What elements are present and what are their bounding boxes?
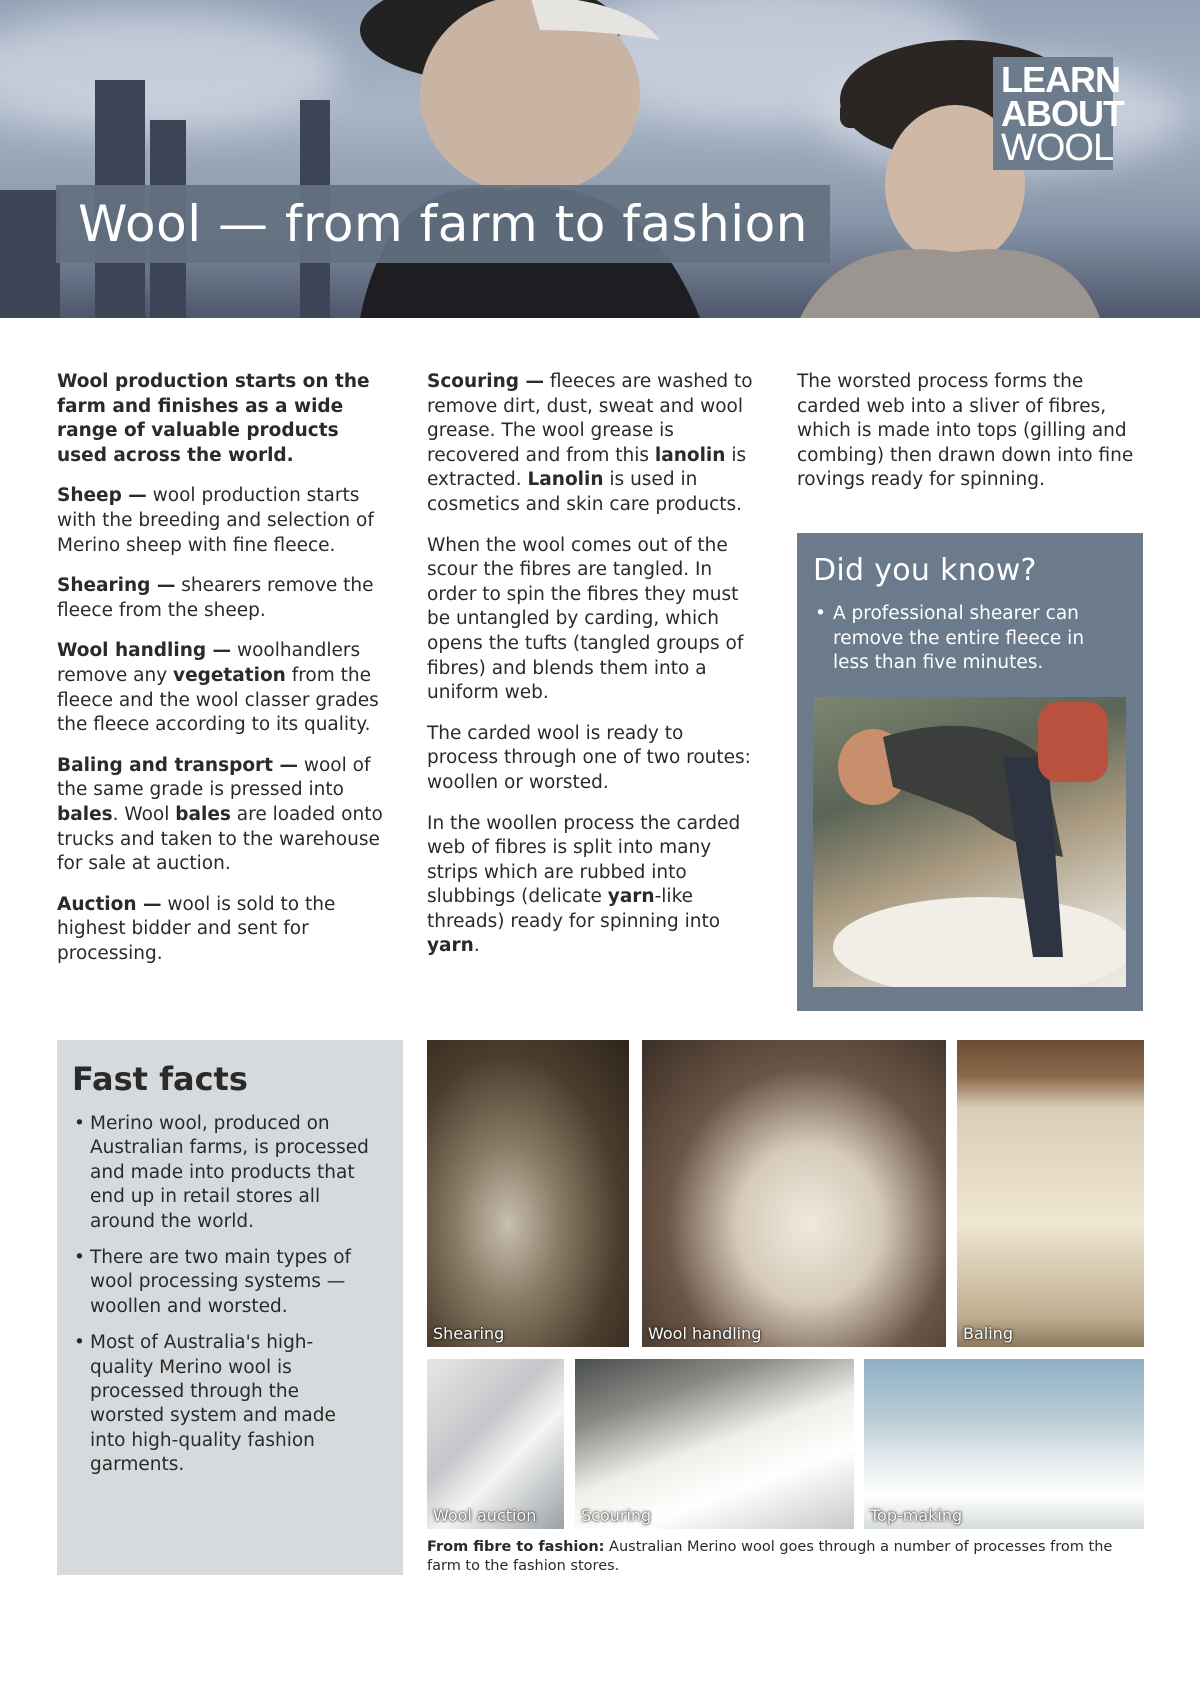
hero-banner	[0, 0, 1200, 318]
did-you-know-list	[815, 602, 1123, 676]
photo-wool-handling	[642, 1040, 946, 1347]
learn-about-wool-logo	[993, 57, 1124, 170]
did-you-know-box	[797, 533, 1143, 1011]
photo-scouring	[575, 1359, 854, 1529]
stage-shearing: Shearing — shearers remove the fleece from the sheep.	[57, 575, 374, 621]
fast-fact-item: • There are two main types of wool processing systems — woollen and worsted.	[72, 1246, 373, 1319]
photo-caption-shearing: Shearing	[433, 1324, 505, 1343]
stage-auction: Auction — wool is sold to the highest bidder and sent for processing.	[57, 893, 336, 964]
photo-caption-baling: Baling	[963, 1324, 1013, 1343]
carding-paragraph: When the wool comes out of the scour the fibres are tangled. In order to spin the fibres they must be untangled by carding, which opens the tufts (tangled groups of fibres) and blends them into a uniform web.	[427, 534, 744, 704]
stage-scouring: Scouring — fleeces are washed to remove dirt, dust, sweat and wool grease. The wool grease is recovered and from this lanolin is extracted. Lanolin is used in cosmetics and skin care products.	[427, 371, 753, 515]
fast-facts-box	[57, 1040, 403, 1575]
routes-paragraph: The carded wool is ready to process through one of two routes: woollen or worsted.	[427, 722, 751, 793]
fast-facts-list	[72, 1112, 373, 1478]
stage-baling: Baling and transport — wool of the same grade is pressed into bales. Wool bales are loaded onto trucks and taken to the warehouse for sale at auction.	[57, 754, 383, 875]
shearer-illustration	[813, 697, 1126, 987]
worsted-paragraph: The worsted process forms the carded web into a sliver of fibres, which is made into tops (gilling and combing) then drawn down into fine rovings ready for spinning.	[797, 371, 1134, 491]
fast-fact-item: • Merino wool, produced on Australian farms, is processed and made into products that end up in retail stores all around the world.	[72, 1112, 373, 1234]
stage-sheep: Sheep — wool production starts with the breeding and selection of Merino sheep with fine fleece.	[57, 485, 374, 556]
page-title-banner	[56, 185, 830, 263]
woollen-paragraph: In the woollen process the carded web of fibres is split into many strips which are rubbed into slubbings (delicate yarn-like threads) ready for spinning into yarn.	[427, 812, 741, 957]
photo-caption-wool-handling: Wool handling	[648, 1324, 762, 1343]
did-you-know-item: • A professional shearer can remove the entire fleece in less than five minutes.	[815, 602, 1123, 676]
fast-facts-title: Fast facts	[72, 1060, 248, 1098]
stage-wool-handling: Wool handling — woolhandlers remove any vegetation from the fleece and the wool classer grades the fleece according to its quality.	[57, 640, 379, 736]
photo-top-making	[864, 1359, 1144, 1529]
did-you-know-title: Did you know?	[813, 553, 1037, 588]
photo-shearing	[427, 1040, 629, 1347]
shearer-photo	[813, 697, 1126, 987]
photo-baling	[957, 1040, 1144, 1347]
column-three	[797, 370, 1142, 509]
logo-line-2: ABOUT	[1001, 92, 1124, 134]
photo-caption-wool-auction: Wool auction	[433, 1506, 537, 1525]
logo-line-3: WOOL	[1001, 126, 1114, 169]
photo-grid-caption: From fibre to fashion: Australian Merino wool goes through a number of processes from the farm to the fashion stores.	[427, 1539, 1113, 1574]
column-two	[427, 370, 757, 975]
photo-caption-scouring: Scouring	[581, 1506, 652, 1525]
photo-wool-auction	[427, 1359, 564, 1529]
intro-paragraph: Wool production starts on the farm and finishes as a wide range of valuable products used across the world.	[57, 371, 370, 466]
logo-line-1: LEARN	[1001, 58, 1120, 100]
photo-caption-top-making: Top-making	[870, 1506, 963, 1525]
page-title: Wool — from farm to fashion	[78, 195, 808, 253]
model-left-figure	[300, 0, 760, 318]
fast-fact-item: • Most of Australia's high-quality Merino wool is processed through the worsted system and made into high-quality fashion garments.	[72, 1331, 373, 1477]
column-one	[57, 370, 387, 982]
